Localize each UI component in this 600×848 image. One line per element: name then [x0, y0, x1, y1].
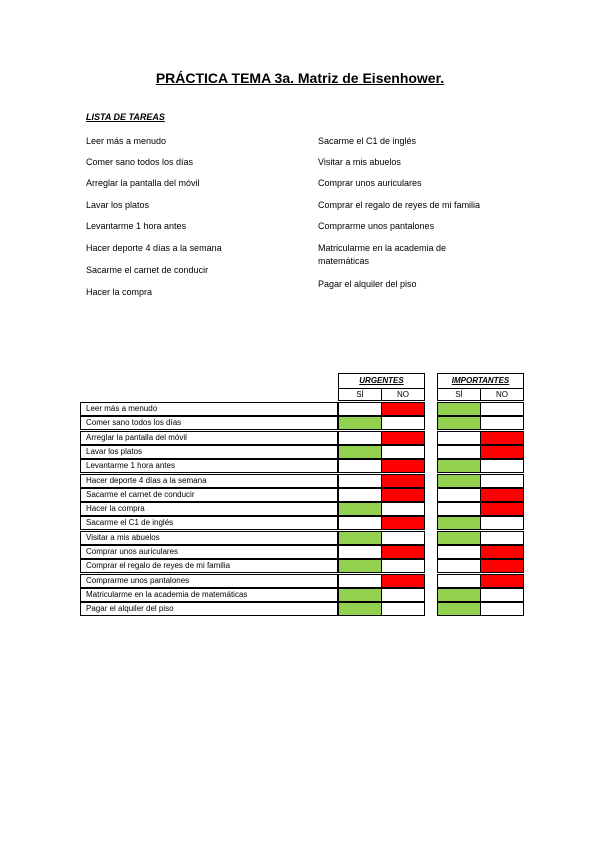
important-no-cell [480, 445, 524, 459]
important-header: IMPORTANTES [437, 373, 524, 389]
task-list-item: Comprar el regalo de reyes de mi familia [318, 200, 481, 210]
matrix-task-label: Hacer deporte 4 días a la semana [80, 474, 338, 488]
matrix-task-label: Sacarme el C1 de inglés [80, 516, 338, 530]
important-yes-cell [437, 416, 481, 430]
important-no-cell [480, 588, 524, 602]
urgent-yes-cell [338, 516, 382, 530]
important-no-cell [480, 431, 524, 445]
matrix-task-label: Hacer la compra [80, 502, 338, 516]
urgent-no-cell [381, 445, 425, 459]
important-yes-cell [437, 488, 481, 502]
important-no-cell [480, 559, 524, 573]
task-list-item: Comprarme unos pantalones [318, 221, 435, 231]
task-list-item: Arreglar la pantalla del móvil [86, 178, 200, 188]
task-list-item: Hacer la compra [86, 287, 153, 297]
urgent-yes-cell [338, 445, 382, 459]
urgent-yes-cell [338, 602, 382, 616]
important-yes-cell [437, 588, 481, 602]
matrix-task-label: Levantarme 1 hora antes [80, 459, 338, 473]
task-list-item: Comprar unos auriculares [318, 178, 422, 188]
task-list-item: Leer más a menudo [86, 136, 167, 146]
task-list-item: Levantarme 1 hora antes [86, 221, 187, 231]
urgent-no-cell [381, 516, 425, 530]
urgent-yes-cell [338, 531, 382, 545]
urgent-yes-cell [338, 474, 382, 488]
urgent-yes-cell [338, 574, 382, 588]
urgent-yes-cell [338, 545, 382, 559]
task-list-heading: LISTA DE TAREAS [86, 112, 165, 122]
important-no-cell [480, 602, 524, 616]
matrix-task-label: Comprarme unos pantalones [80, 574, 338, 588]
matrix-task-label: Comprar el regalo de reyes de mi familia [80, 559, 338, 573]
matrix-task-label: Comer sano todos los días [80, 416, 338, 430]
task-list-item: Matricularme en la academia de matemáticas [318, 243, 447, 266]
urgent-yes-cell [338, 431, 382, 445]
matrix-task-label: Comprar unos auriculares [80, 545, 338, 559]
important-no-cell [480, 574, 524, 588]
important-yes-cell [437, 445, 481, 459]
urgent-yes-header: SÍ [338, 388, 382, 401]
important-no-cell [480, 459, 524, 473]
important-yes-cell [437, 545, 481, 559]
urgent-no-cell [381, 502, 425, 516]
important-no-cell [480, 545, 524, 559]
urgent-no-cell [381, 459, 425, 473]
matrix-task-label: Visitar a mis abuelos [80, 531, 338, 545]
important-no-cell [480, 502, 524, 516]
important-yes-cell [437, 602, 481, 616]
urgent-no-cell [381, 602, 425, 616]
matrix-task-label: Arreglar la pantalla del móvil [80, 431, 338, 445]
urgent-yes-cell [338, 559, 382, 573]
important-yes-cell [437, 531, 481, 545]
important-no-cell [480, 531, 524, 545]
matrix-task-label: Leer más a menudo [80, 402, 338, 416]
urgent-no-cell [381, 531, 425, 545]
important-no-header: NO [480, 388, 524, 401]
urgent-yes-cell [338, 502, 382, 516]
important-no-cell [480, 474, 524, 488]
urgent-no-cell [381, 559, 425, 573]
matrix-task-label: Sacarme el carnet de conducir [80, 488, 338, 502]
important-yes-cell [437, 502, 481, 516]
urgent-no-cell [381, 416, 425, 430]
important-no-cell [480, 516, 524, 530]
task-list-item: Sacarme el C1 de inglés [318, 136, 417, 146]
important-yes-header: SÍ [437, 388, 481, 401]
task-list-item: Hacer deporte 4 días a la semana [86, 243, 222, 253]
urgent-yes-cell [338, 459, 382, 473]
important-yes-cell [437, 574, 481, 588]
task-list-item: Pagar el alquiler del piso [318, 279, 417, 289]
urgent-no-cell [381, 402, 425, 416]
urgent-yes-cell [338, 402, 382, 416]
urgent-no-cell [381, 431, 425, 445]
urgent-yes-cell [338, 416, 382, 430]
urgent-no-header: NO [381, 388, 425, 401]
important-no-cell [480, 488, 524, 502]
important-yes-cell [437, 459, 481, 473]
urgent-no-cell [381, 574, 425, 588]
urgent-no-cell [381, 474, 425, 488]
urgent-no-cell [381, 545, 425, 559]
urgent-header: URGENTES [338, 373, 425, 389]
urgent-no-cell [381, 588, 425, 602]
urgent-no-cell [381, 488, 425, 502]
matrix-task-label: Lavar los platos [80, 445, 338, 459]
matrix-task-label: Matricularme en la academia de matemáticas [80, 588, 338, 602]
page-title: PRÁCTICA TEMA 3a. Matriz de Eisenhower. [155, 70, 445, 86]
task-list-item: Visitar a mis abuelos [318, 157, 401, 167]
important-yes-cell [437, 474, 481, 488]
matrix-task-label: Pagar el alquiler del piso [80, 602, 338, 616]
urgent-yes-cell [338, 588, 382, 602]
important-yes-cell [437, 402, 481, 416]
important-no-cell [480, 402, 524, 416]
task-list-item: Sacarme el carnet de conducir [86, 265, 209, 275]
important-yes-cell [437, 559, 481, 573]
important-yes-cell [437, 516, 481, 530]
task-list-item: Lavar los platos [86, 200, 150, 210]
important-no-cell [480, 416, 524, 430]
important-yes-cell [437, 431, 481, 445]
task-list-item: Comer sano todos los días [86, 157, 194, 167]
urgent-yes-cell [338, 488, 382, 502]
